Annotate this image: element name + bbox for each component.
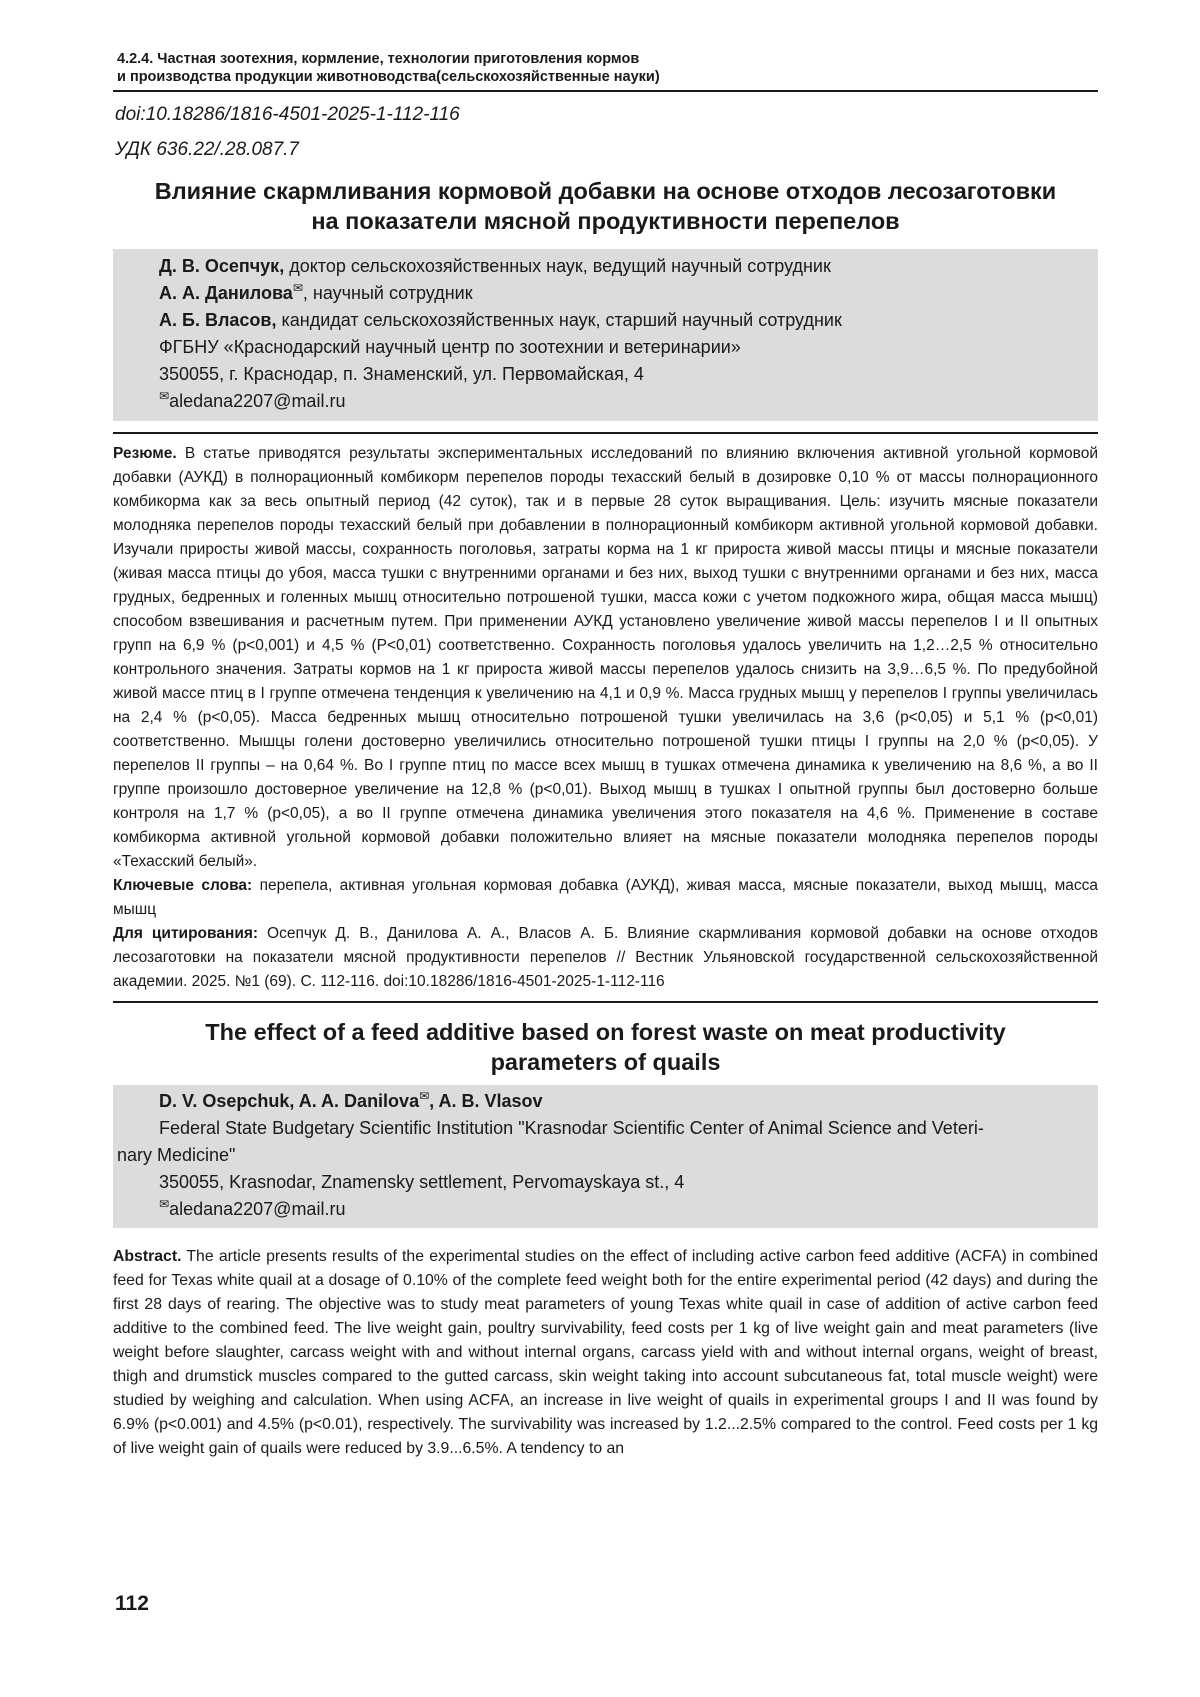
- title-ru: [113, 176, 1098, 236]
- author-2: [159, 280, 1088, 307]
- author-3-name: А. Б. Власов,: [159, 310, 276, 330]
- organization-en-line-2: nary Medicine": [113, 1142, 1098, 1169]
- authors-en-names-b: , A. B. Vlasov: [429, 1091, 542, 1111]
- title-ru-line-1: Влияние скармливания кормовой добавки на основе отходов лесозаготовки: [113, 176, 1098, 206]
- organization-en-line-1: Federal State Budgetary Scientific Institution "Krasnodar Scientific Center of Animal Science and Veteri-: [113, 1115, 1098, 1142]
- email-ru-line: [159, 388, 1088, 415]
- organization-ru: ФГБНУ «Краснодарский научный центр по зоотехнии и ветеринарии»: [159, 334, 1088, 361]
- email-ru[interactable]: aledana2207@mail.ru: [169, 391, 345, 411]
- doi[interactable]: doi:10.18286/1816-4501-2025-1-112-116: [115, 104, 1098, 126]
- divider: [113, 1001, 1098, 1003]
- section-header: [113, 50, 1098, 92]
- abstract-en-text: The article presents results of the experimental studies on the effect of including active carbon feed additive (ACFA) in combined feed for Texas white quail at a dosage of 0.10% of the complete feed weight both for the entire experimental period (42 days) and during the first 28 days of rearing. The objective was to study meat parameters of young Texas white quail in case of addition of active carbon feed additive to the combined feed. The live weight gain, poultry survivability, feed costs per 1 kg of live weight gain and meat parameters (live weight before slaughter, carcass weight with and without internal organs, carcass yield with and without internal organs, weight of breast, thigh and drumstick muscles compared to the gutted carcass, skin weight taking into account subcutaneous fat, total muscle weight) were studied by weighing and calculation. When using ACFA, an increase in live weight of quails in experimental groups I and II was found by 6.9% (p<0.001) and 4.5% (p<0.01), respectively. The survivability was increased by 1.2...2.5% compared to the control. Feed costs per 1 kg of live weight gain of quails were reduced by 3.9...6.5%. A tendency to an: [113, 1248, 1098, 1457]
- keywords-ru-text: перепела, активная угольная кормовая добавка (АУКД), живая масса, мясные показатели, выход мышц, масса мышц: [113, 877, 1098, 918]
- citation-ru-label: Для цитирования:: [113, 925, 258, 942]
- section-header-line-2: и производства продукции животноводства(сельскохозяйственные науки): [117, 68, 1098, 86]
- abstract-ru-label: Резюме.: [113, 445, 177, 462]
- authors-en: [113, 1088, 1098, 1115]
- authors-ru-box: [113, 249, 1098, 421]
- page-number: 112: [115, 1592, 149, 1616]
- keywords-ru-label: Ключевые слова:: [113, 877, 252, 894]
- author-1: [159, 253, 1088, 280]
- author-2-name: А. А. Данилова: [159, 283, 293, 303]
- udk-code: УДК 636.22/.28.087.7: [115, 139, 1098, 161]
- author-3: [159, 307, 1088, 334]
- abstract-ru-text: В статье приводятся результаты экспериментальных исследований по влиянию включения активной угольной кормовой добавки (АУКД) в полнорационный комбикорм перепелов породы техасский белый в дозировке 0,10 % от массы полнорационного комбикорма как за весь опытный период (42 суток), так и в первые 28 суток выращивания. Цель: изучить мясные показатели молодняка перепелов породы техасский белый при добавлении в полнорационный комбикорм активной угольной кормовой добавки. Изучали приросты живой массы, сохранность поголовья, затраты корма на 1 кг прироста живой массы птицы и мясные показатели (живая масса птицы до убоя, масса тушки с внутренними органами и без них, выход тушки с внутренними органами и без них, масса грудных, бедренных и голенных мышц относительно потрошеной тушки, масса кожи с учетом подкожного жира, общая масса мышц) способом взвешивания и расчетным путем. При применении АУКД установлено увеличение живой массы перепелов I и II опытных групп на 6,9 % (p<0,001) и 4,5 % (P<0,01) соответственно. Сохранность поголовья удалось увеличить на 1,2…2,5 % относительно контрольного значения. Затраты кормов на 1 кг прироста живой массы перепелов удалось снизить на 3,9…6,5 %. По предубойной живой массе птиц в I группе отмечена тенденция к увеличению на 4,1 и 0,9 %. Масса грудных мышц у перепелов I группы увеличилась на 2,4 % (p<0,05). Масса бедренных мышц относительно потрошеной тушки увеличилась на 3,6 (p<0,05) и 5,1 % (p<0,01) соответственно. Мышцы голени достоверно увеличились относительно потрошеной тушки птицы I группы на 2,0 % (p<0,05). У перепелов II группы – на 0,64 %. Во I группе птиц по массе всех мышц в тушках отмечена динамика к увеличению на 8,6 %, а во II группе произошло достоверное увеличение на 12,8 % (p<0,01). Выход мышц в тушках I опытной группы был достоверно больше контроля на 1,7 % (p<0,05), а во II группе отмечена динамика увеличения этого показателя на 4,6 %. Применение в составе комбикорма активной угольной кормовой добавки положительно влияет на мясные показатели молодняка перепелов породы «Техасский белый».: [113, 445, 1098, 870]
- title-en-line-2: parameters of quails: [113, 1047, 1098, 1077]
- email-en[interactable]: aledana2207@mail.ru: [169, 1199, 345, 1219]
- envelope-icon: ✉: [159, 389, 169, 403]
- address-ru: 350055, г. Краснодар, п. Знаменский, ул. Первомайская, 4: [159, 361, 1088, 388]
- paper-page: [113, 50, 1098, 1461]
- title-en: [113, 1017, 1098, 1077]
- email-en-line: [113, 1196, 1098, 1223]
- citation-ru-text: Осепчук Д. В., Данилова А. А., Власов А. Б. Влияние скармливания кормовой добавки на основе отходов лесозаготовки на показатели мясной продуктивности перепелов // Вестник Ульяновской государственной сельскохозяйственной академии. 2025. №1 (69). С. 112-116. doi:10.18286/1816-4501-2025-1-112-116: [113, 925, 1098, 990]
- author-1-role: доктор сельскохозяйственных наук, ведущий научный сотрудник: [284, 256, 831, 276]
- keywords-ru: [113, 874, 1098, 922]
- envelope-icon: ✉: [159, 1197, 169, 1211]
- abstract-en-label: Abstract.: [113, 1248, 181, 1265]
- envelope-icon: ✉: [419, 1089, 429, 1103]
- author-2-role: , научный сотрудник: [303, 283, 473, 303]
- author-3-role: кандидат сельскохозяйственных наук, старший научный сотрудник: [276, 310, 841, 330]
- title-en-line-1: The effect of a feed additive based on forest waste on meat productivity: [113, 1017, 1098, 1047]
- author-1-name: Д. В. Осепчук,: [159, 256, 284, 276]
- title-ru-line-2: на показатели мясной продуктивности перепелов: [113, 206, 1098, 236]
- authors-en-box: [113, 1085, 1098, 1228]
- abstract-en: [113, 1245, 1098, 1461]
- address-en: 350055, Krasnodar, Znamensky settlement, Pervomayskaya st., 4: [113, 1169, 1098, 1196]
- abstract-ru: [113, 432, 1098, 994]
- envelope-icon: ✉: [293, 281, 303, 295]
- section-header-line-1: 4.2.4. Частная зоотехния, кормление, технологии приготовления кормов: [117, 50, 1098, 68]
- citation-ru: [113, 922, 1098, 994]
- authors-en-names-a: D. V. Osepchuk, A. A. Danilova: [159, 1091, 419, 1111]
- abstract-ru-body: [113, 442, 1098, 874]
